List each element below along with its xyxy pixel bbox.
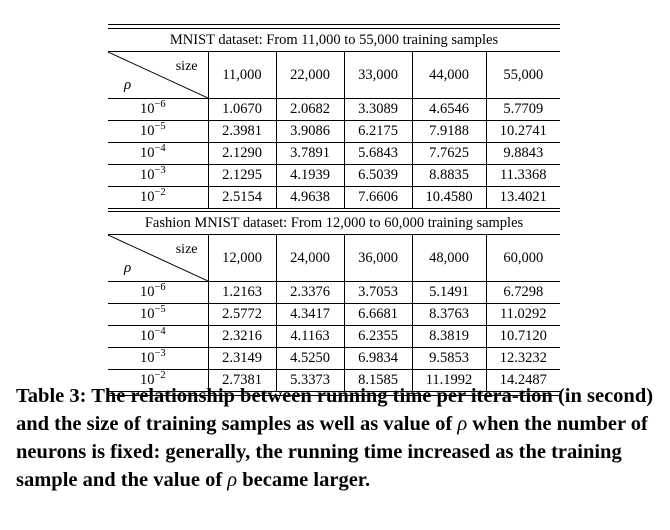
time-cell: 2.5772 bbox=[208, 304, 276, 326]
rho-label: ρ bbox=[124, 77, 132, 93]
time-cell: 8.3763 bbox=[412, 304, 486, 326]
time-cell: 1.0670 bbox=[208, 99, 276, 121]
time-cell: 5.6843 bbox=[344, 143, 412, 165]
time-cell: 4.6546 bbox=[412, 99, 486, 121]
time-cell: 6.9834 bbox=[344, 348, 412, 370]
time-cell: 13.4021 bbox=[486, 187, 560, 209]
size-header: 22,000 bbox=[276, 52, 344, 99]
time-cell: 4.1939 bbox=[276, 165, 344, 187]
rho-value: $10^{-3}$ bbox=[108, 348, 208, 370]
time-cell: 7.9188 bbox=[412, 121, 486, 143]
size-header: 33,000 bbox=[344, 52, 412, 99]
time-cell: 10.2741 bbox=[486, 121, 560, 143]
time-cell: 8.8835 bbox=[412, 165, 486, 187]
time-cell: 5.1491 bbox=[412, 282, 486, 304]
time-cell: 8.3819 bbox=[412, 326, 486, 348]
size-header: 55,000 bbox=[486, 52, 560, 99]
time-cell: 3.7053 bbox=[344, 282, 412, 304]
time-cell: 7.7625 bbox=[412, 143, 486, 165]
time-cell: 4.9638 bbox=[276, 187, 344, 209]
time-cell: 2.3149 bbox=[208, 348, 276, 370]
time-cell: 6.5039 bbox=[344, 165, 412, 187]
time-cell: 6.2355 bbox=[344, 326, 412, 348]
table-row bbox=[108, 121, 560, 143]
time-cell: 11.0292 bbox=[486, 304, 560, 326]
time-cell: 3.7891 bbox=[276, 143, 344, 165]
time-cell: 10.4580 bbox=[412, 187, 486, 209]
table-row bbox=[108, 99, 560, 121]
time-cell: 2.0682 bbox=[276, 99, 344, 121]
time-cell: 5.7709 bbox=[486, 99, 560, 121]
size-header: 60,000 bbox=[486, 235, 560, 282]
rho-value: $10^{-3}$ bbox=[108, 165, 208, 187]
time-cell: 3.9086 bbox=[276, 121, 344, 143]
rho-label: ρ bbox=[124, 260, 132, 276]
table-row bbox=[108, 326, 560, 348]
rho-value: $10^{-5}$ bbox=[108, 304, 208, 326]
rho-value: $10^{-4}$ bbox=[108, 326, 208, 348]
size-header: 48,000 bbox=[412, 235, 486, 282]
fashion-corner-header bbox=[108, 235, 208, 282]
time-cell: 4.5250 bbox=[276, 348, 344, 370]
time-cell: 2.3981 bbox=[208, 121, 276, 143]
rho-symbol: ρ bbox=[457, 413, 468, 435]
rho-value: $10^{-4}$ bbox=[108, 143, 208, 165]
time-cell: 2.5154 bbox=[208, 187, 276, 209]
table-row bbox=[108, 304, 560, 326]
size-header: 11,000 bbox=[208, 52, 276, 99]
time-cell: 4.3417 bbox=[276, 304, 344, 326]
time-cell: 2.1290 bbox=[208, 143, 276, 165]
time-cell: 2.3216 bbox=[208, 326, 276, 348]
size-label: size bbox=[175, 242, 198, 257]
time-cell: 5.3373 bbox=[276, 370, 344, 392]
time-cell: 2.1295 bbox=[208, 165, 276, 187]
time-cell: 9.5853 bbox=[412, 348, 486, 370]
time-cell: 6.6681 bbox=[344, 304, 412, 326]
fashion-mnist-table-title: Fashion MNIST dataset: From 12,000 to 60,000 training samples bbox=[108, 212, 560, 235]
table-row bbox=[108, 187, 560, 209]
time-cell: 2.3376 bbox=[276, 282, 344, 304]
size-header: 36,000 bbox=[344, 235, 412, 282]
time-cell: 2.7381 bbox=[208, 370, 276, 392]
time-cell: 8.1585 bbox=[344, 370, 412, 392]
table-row bbox=[108, 282, 560, 304]
rho-value: $10^{-2}$ bbox=[108, 187, 208, 209]
time-cell: 6.2175 bbox=[344, 121, 412, 143]
time-cell: 9.8843 bbox=[486, 143, 560, 165]
time-cell: 14.2487 bbox=[486, 370, 560, 392]
size-header: 24,000 bbox=[276, 235, 344, 282]
size-header: 44,000 bbox=[412, 52, 486, 99]
time-cell: 1.2163 bbox=[208, 282, 276, 304]
mnist-corner-header bbox=[108, 52, 208, 99]
time-cell: 4.1163 bbox=[276, 326, 344, 348]
table-row bbox=[108, 165, 560, 187]
rho-value: $10^{-6}$ bbox=[140, 282, 166, 300]
time-cell: 6.7298 bbox=[486, 282, 560, 304]
table-row bbox=[108, 143, 560, 165]
size-label: size bbox=[175, 59, 198, 74]
table-caption: Table 3: The relationship between running time per itera-tion (in second) and the size of training samples as well as value of ρ when the number of neurons is fixed: generally, the running time increased as the training sample and the value of ρ became larger. bbox=[16, 385, 654, 491]
rho-value: $10^{-5}$ bbox=[108, 121, 208, 143]
mnist-table-title: MNIST dataset: From 11,000 to 55,000 training samples bbox=[108, 29, 560, 52]
time-cell: 7.6606 bbox=[344, 187, 412, 209]
table-row bbox=[108, 348, 560, 370]
rho-symbol: ρ bbox=[227, 469, 238, 491]
time-cell: 11.3368 bbox=[486, 165, 560, 187]
time-cell: 11.1992 bbox=[412, 370, 486, 392]
results-table bbox=[108, 24, 560, 396]
rho-value: $10^{-2}$ bbox=[108, 370, 208, 392]
size-header: 12,000 bbox=[208, 235, 276, 282]
rho-value: $10^{-6}$ bbox=[140, 99, 166, 117]
time-cell: 3.3089 bbox=[344, 99, 412, 121]
time-cell: 10.7120 bbox=[486, 326, 560, 348]
time-cell: 12.3232 bbox=[486, 348, 560, 370]
